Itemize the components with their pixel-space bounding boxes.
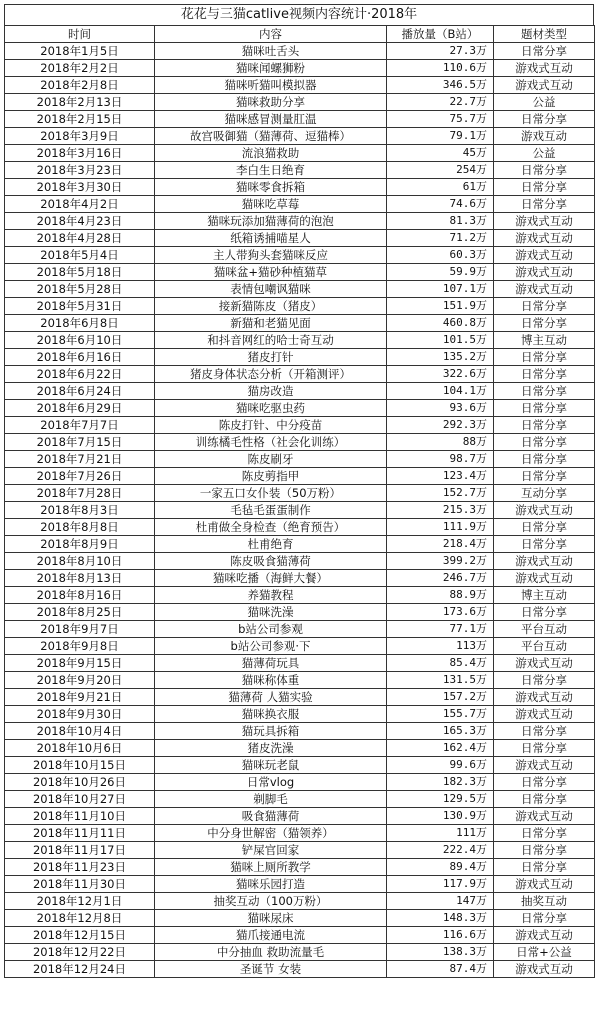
table-row [5,332,595,349]
cell-content: 猫咪盆+猫砂种植猫草 [155,264,387,281]
cell-content: 猫爪接通电流 [155,927,387,944]
cell-plays: 131.5万 [387,672,494,689]
table-row [5,366,595,383]
table-row [5,910,595,927]
cell-type: 日常分享 [494,434,595,451]
table-row [5,774,595,791]
cell-content: 陈皮打针、中分疫苗 [155,417,387,434]
cell-content: 猫咪吐舌头 [155,43,387,60]
cell-date: 2018年8月25日 [5,604,155,621]
cell-date: 2018年2月13日 [5,94,155,111]
table-row [5,128,595,145]
cell-type: 日常分享 [494,774,595,791]
cell-content: b站公司参观 [155,621,387,638]
stats-table [4,25,595,978]
cell-content: 表情包嘲讽猫咪 [155,281,387,298]
cell-plays: 110.6万 [387,60,494,77]
cell-date: 2018年2月2日 [5,60,155,77]
cell-content: 猫咪吃播（海鲜大餐） [155,570,387,587]
cell-plays: 182.3万 [387,774,494,791]
cell-content: 杜甫绝育 [155,536,387,553]
cell-type: 日常分享 [494,723,595,740]
table-row [5,740,595,757]
cell-plays: 117.9万 [387,876,494,893]
cell-content: 猫薄荷玩具 [155,655,387,672]
table-row [5,927,595,944]
table-row [5,485,595,502]
cell-plays: 81.3万 [387,213,494,230]
cell-date: 2018年7月15日 [5,434,155,451]
header-plays: 播放量（B站） [387,26,494,43]
cell-content: 一家五口女仆装（50万粉） [155,485,387,502]
table-row [5,43,595,60]
cell-plays: 71.2万 [387,230,494,247]
table-row [5,757,595,774]
table-row [5,94,595,111]
cell-type: 日常分享 [494,825,595,842]
cell-date: 2018年11月10日 [5,808,155,825]
cell-plays: 135.2万 [387,349,494,366]
cell-date: 2018年3月30日 [5,179,155,196]
cell-type: 游戏式互动 [494,77,595,94]
table-row [5,791,595,808]
cell-plays: 88万 [387,434,494,451]
cell-plays: 45万 [387,145,494,162]
cell-date: 2018年8月10日 [5,553,155,570]
cell-type: 游戏式互动 [494,757,595,774]
cell-type: 互动分享 [494,485,595,502]
cell-content: 陈皮刷牙 [155,451,387,468]
cell-type: 日常分享 [494,315,595,332]
table-row [5,587,595,604]
cell-type: 公益 [494,94,595,111]
table-row [5,383,595,400]
header-type: 题材类型 [494,26,595,43]
cell-type: 游戏式互动 [494,553,595,570]
table-row [5,570,595,587]
table-row [5,264,595,281]
cell-date: 2018年7月28日 [5,485,155,502]
cell-plays: 162.4万 [387,740,494,757]
cell-content: 毛毡毛蛋蛋制作 [155,502,387,519]
cell-plays: 460.8万 [387,315,494,332]
cell-content: 养猫教程 [155,587,387,604]
cell-content: 猫玩具拆箱 [155,723,387,740]
cell-type: 日常分享 [494,740,595,757]
cell-date: 2018年2月15日 [5,111,155,128]
cell-content: 新猫和老猫见面 [155,315,387,332]
cell-type: 游戏式互动 [494,247,595,264]
cell-plays: 75.7万 [387,111,494,128]
cell-date: 2018年10月4日 [5,723,155,740]
table-row [5,706,595,723]
cell-content: 猫咪吃草莓 [155,196,387,213]
table-row [5,842,595,859]
cell-type: 日常分享 [494,468,595,485]
cell-plays: 152.7万 [387,485,494,502]
cell-date: 2018年5月18日 [5,264,155,281]
cell-date: 2018年3月23日 [5,162,155,179]
cell-plays: 148.3万 [387,910,494,927]
table-row [5,723,595,740]
cell-plays: 215.3万 [387,502,494,519]
cell-plays: 93.6万 [387,400,494,417]
cell-date: 2018年4月2日 [5,196,155,213]
table-row [5,638,595,655]
table-row [5,281,595,298]
table-row [5,944,595,961]
cell-type: 游戏式互动 [494,570,595,587]
table-row [5,77,595,94]
cell-plays: 246.7万 [387,570,494,587]
cell-date: 2018年7月7日 [5,417,155,434]
cell-content: 猫咪零食拆箱 [155,179,387,196]
cell-type: 游戏式互动 [494,264,595,281]
table-row [5,247,595,264]
cell-date: 2018年2月8日 [5,77,155,94]
cell-type: 游戏式互动 [494,213,595,230]
cell-type: 日常分享 [494,366,595,383]
cell-content: 猫咪换衣服 [155,706,387,723]
cell-type: 日常分享 [494,451,595,468]
cell-type: 日常分享 [494,400,595,417]
table-row [5,400,595,417]
cell-plays: 399.2万 [387,553,494,570]
table-row [5,230,595,247]
cell-date: 2018年6月8日 [5,315,155,332]
cell-type: 游戏互动 [494,128,595,145]
cell-content: 纸箱诱捕喵星人 [155,230,387,247]
cell-content: 猪皮身体状态分析（开箱测评） [155,366,387,383]
table-row [5,553,595,570]
cell-date: 2018年8月9日 [5,536,155,553]
cell-date: 2018年4月23日 [5,213,155,230]
cell-content: 剃脚毛 [155,791,387,808]
cell-type: 游戏式互动 [494,230,595,247]
cell-plays: 107.1万 [387,281,494,298]
table-row [5,808,595,825]
cell-type: 日常分享 [494,910,595,927]
cell-plays: 346.5万 [387,77,494,94]
cell-plays: 138.3万 [387,944,494,961]
cell-type: 游戏式互动 [494,876,595,893]
cell-date: 2018年6月10日 [5,332,155,349]
cell-content: 猫咪听猫叫模拟器 [155,77,387,94]
cell-type: 公益 [494,145,595,162]
table-row [5,111,595,128]
cell-plays: 292.3万 [387,417,494,434]
cell-type: 日常分享 [494,179,595,196]
cell-date: 2018年6月24日 [5,383,155,400]
table-row [5,349,595,366]
cell-content: 猫咪尿床 [155,910,387,927]
table-row [5,434,595,451]
table-row [5,417,595,434]
cell-plays: 151.9万 [387,298,494,315]
cell-date: 2018年9月21日 [5,689,155,706]
cell-type: 博主互动 [494,332,595,349]
cell-date: 2018年10月27日 [5,791,155,808]
cell-content: b站公司参观·下 [155,638,387,655]
table-row [5,536,595,553]
cell-content: 猫咪玩添加猫薄荷的泡泡 [155,213,387,230]
cell-type: 游戏式互动 [494,502,595,519]
cell-content: 中分抽血 救助流量毛 [155,944,387,961]
cell-date: 2018年5月4日 [5,247,155,264]
cell-type: 日常分享 [494,43,595,60]
cell-plays: 113万 [387,638,494,655]
table-body [5,43,595,978]
cell-content: 吸食猫薄荷 [155,808,387,825]
cell-content: 陈皮吸食猫薄荷 [155,553,387,570]
cell-date: 2018年1月5日 [5,43,155,60]
cell-plays: 98.7万 [387,451,494,468]
cell-plays: 155.7万 [387,706,494,723]
cell-type: 游戏式互动 [494,689,595,706]
cell-content: 猪皮洗澡 [155,740,387,757]
cell-content: 训练橘毛性格（社会化训练） [155,434,387,451]
cell-content: 陈皮剪指甲 [155,468,387,485]
table-row [5,451,595,468]
cell-content: 猫咪乐园打造 [155,876,387,893]
cell-type: 日常分享 [494,536,595,553]
cell-type: 日常分享 [494,417,595,434]
header-content: 内容 [155,26,387,43]
cell-type: 博主互动 [494,587,595,604]
cell-date: 2018年3月9日 [5,128,155,145]
table-row [5,604,595,621]
cell-date: 2018年8月8日 [5,519,155,536]
cell-type: 游戏式互动 [494,961,595,978]
cell-content: 猫房改造 [155,383,387,400]
sheet-title: 花花与三猫catlive视频内容统计·2018年 [4,4,594,25]
header-date: 时间 [5,26,155,43]
table-row [5,468,595,485]
cell-type: 游戏式互动 [494,808,595,825]
cell-plays: 60.3万 [387,247,494,264]
cell-content: 猫咪吃驱虫药 [155,400,387,417]
cell-plays: 147万 [387,893,494,910]
cell-plays: 111.9万 [387,519,494,536]
cell-type: 抽奖互动 [494,893,595,910]
cell-type: 平台互动 [494,621,595,638]
cell-date: 2018年10月15日 [5,757,155,774]
cell-plays: 218.4万 [387,536,494,553]
cell-date: 2018年12月24日 [5,961,155,978]
cell-content: 流浪猫救助 [155,145,387,162]
table-row [5,145,595,162]
cell-type: 日常分享 [494,111,595,128]
cell-plays: 129.5万 [387,791,494,808]
cell-type: 游戏式互动 [494,927,595,944]
cell-date: 2018年9月30日 [5,706,155,723]
cell-content: 杜甫做全身检查（绝育预告） [155,519,387,536]
table-row [5,213,595,230]
header-row [5,26,595,43]
table-row [5,825,595,842]
cell-plays: 61万 [387,179,494,196]
cell-content: 猫咪闻螺狮粉 [155,60,387,77]
cell-date: 2018年8月16日 [5,587,155,604]
cell-content: 接新猫陈皮（猪皮） [155,298,387,315]
cell-type: 日常分享 [494,859,595,876]
cell-plays: 22.7万 [387,94,494,111]
cell-plays: 85.4万 [387,655,494,672]
cell-content: 猫咪救助分享 [155,94,387,111]
cell-plays: 27.3万 [387,43,494,60]
table-row [5,298,595,315]
cell-content: 猫咪上厕所教学 [155,859,387,876]
cell-content: 猫咪洗澡 [155,604,387,621]
table-row [5,961,595,978]
cell-plays: 157.2万 [387,689,494,706]
cell-plays: 89.4万 [387,859,494,876]
cell-date: 2018年5月28日 [5,281,155,298]
cell-type: 日常分享 [494,519,595,536]
cell-content: 猫咪玩老鼠 [155,757,387,774]
cell-plays: 87.4万 [387,961,494,978]
cell-date: 2018年6月29日 [5,400,155,417]
cell-plays: 116.6万 [387,927,494,944]
table-row [5,672,595,689]
cell-plays: 101.5万 [387,332,494,349]
cell-date: 2018年6月22日 [5,366,155,383]
cell-plays: 79.1万 [387,128,494,145]
cell-type: 日常分享 [494,162,595,179]
cell-content: 猫咪感冒测量肛温 [155,111,387,128]
cell-type: 日常分享 [494,196,595,213]
cell-date: 2018年8月3日 [5,502,155,519]
cell-plays: 77.1万 [387,621,494,638]
cell-plays: 254万 [387,162,494,179]
cell-content: 李白生日绝育 [155,162,387,179]
cell-content: 日常vlog [155,774,387,791]
cell-type: 游戏式互动 [494,281,595,298]
cell-date: 2018年5月31日 [5,298,155,315]
cell-date: 2018年12月1日 [5,893,155,910]
cell-type: 游戏式互动 [494,60,595,77]
cell-type: 日常分享 [494,383,595,400]
cell-date: 2018年4月28日 [5,230,155,247]
cell-content: 铲屎官回家 [155,842,387,859]
cell-plays: 88.9万 [387,587,494,604]
cell-date: 2018年11月11日 [5,825,155,842]
table-row [5,519,595,536]
cell-plays: 130.9万 [387,808,494,825]
cell-type: 日常分享 [494,604,595,621]
cell-type: 游戏式互动 [494,706,595,723]
cell-content: 猫咪称体重 [155,672,387,689]
cell-date: 2018年6月16日 [5,349,155,366]
cell-date: 2018年9月20日 [5,672,155,689]
cell-type: 日常分享 [494,672,595,689]
table-row [5,196,595,213]
table-row [5,162,595,179]
cell-content: 和抖音网红的哈士奇互动 [155,332,387,349]
cell-content: 主人带狗头套猫咪反应 [155,247,387,264]
cell-plays: 59.9万 [387,264,494,281]
cell-plays: 173.6万 [387,604,494,621]
cell-plays: 111万 [387,825,494,842]
cell-content: 抽奖互动（100万粉） [155,893,387,910]
table-row [5,859,595,876]
cell-content: 圣诞节 女装 [155,961,387,978]
cell-date: 2018年9月15日 [5,655,155,672]
cell-type: 日常分享 [494,842,595,859]
cell-plays: 222.4万 [387,842,494,859]
cell-date: 2018年12月22日 [5,944,155,961]
table-row [5,502,595,519]
cell-date: 2018年9月7日 [5,621,155,638]
table-row [5,315,595,332]
cell-date: 2018年7月21日 [5,451,155,468]
cell-date: 2018年11月23日 [5,859,155,876]
cell-date: 2018年10月26日 [5,774,155,791]
cell-date: 2018年7月26日 [5,468,155,485]
cell-type: 日常分享 [494,298,595,315]
stats-sheet [4,4,594,978]
table-row [5,876,595,893]
cell-date: 2018年11月30日 [5,876,155,893]
cell-plays: 165.3万 [387,723,494,740]
cell-plays: 123.4万 [387,468,494,485]
cell-plays: 74.6万 [387,196,494,213]
cell-type: 游戏式互动 [494,655,595,672]
cell-content: 猪皮打针 [155,349,387,366]
cell-content: 故宫吸御猫（猫薄荷、逗猫棒） [155,128,387,145]
cell-type: 日常分享 [494,791,595,808]
cell-plays: 104.1万 [387,383,494,400]
table-row [5,179,595,196]
cell-type: 日常分享 [494,349,595,366]
cell-date: 2018年11月17日 [5,842,155,859]
cell-date: 2018年3月16日 [5,145,155,162]
cell-date: 2018年12月15日 [5,927,155,944]
cell-date: 2018年12月8日 [5,910,155,927]
cell-plays: 99.6万 [387,757,494,774]
table-row [5,655,595,672]
table-row [5,60,595,77]
cell-plays: 322.6万 [387,366,494,383]
cell-date: 2018年9月8日 [5,638,155,655]
cell-type: 平台互动 [494,638,595,655]
cell-date: 2018年10月6日 [5,740,155,757]
cell-date: 2018年8月13日 [5,570,155,587]
cell-type: 日常+公益 [494,944,595,961]
cell-content: 猫薄荷 人猫实验 [155,689,387,706]
table-row [5,689,595,706]
cell-content: 中分身世解密（猫领养） [155,825,387,842]
table-row [5,621,595,638]
table-row [5,893,595,910]
